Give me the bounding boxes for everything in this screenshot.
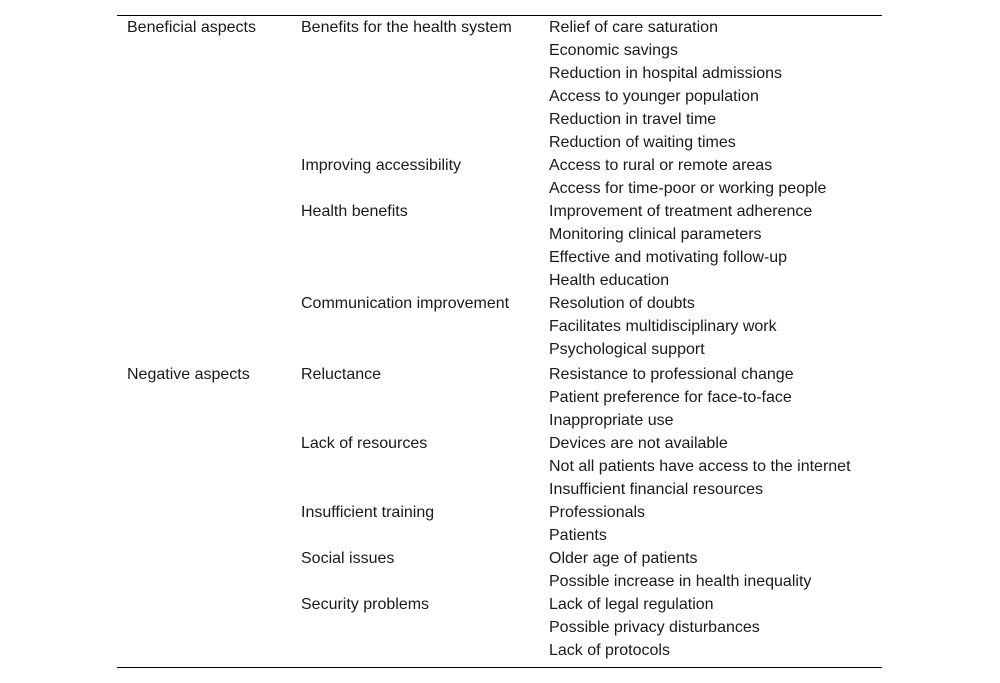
list-item: Psychological support <box>549 341 705 358</box>
list-item: Older age of patients <box>549 550 698 567</box>
item-list <box>549 154 826 200</box>
list-item: Resolution of doubts <box>549 295 695 312</box>
list-item: Monitoring clinical parameters <box>549 226 762 243</box>
list-item: Improvement of treatment adherence <box>549 203 813 220</box>
list-item: Reduction of waiting times <box>549 134 736 151</box>
list-item: Economic savings <box>549 42 678 59</box>
list-item: Possible increase in health inequality <box>549 573 812 590</box>
list-item: Devices are not available <box>549 435 728 452</box>
list-item: Reduction in hospital admissions <box>549 65 783 82</box>
list-item: Lack of legal regulation <box>549 596 714 613</box>
subcategory-label: Benefits for the health system <box>301 19 512 36</box>
list-item: Lack of protocols <box>549 642 670 659</box>
list-item: Patients <box>549 527 607 544</box>
subcategory-label: Insufficient training <box>301 504 435 521</box>
list-item: Reduction in travel time <box>549 111 717 128</box>
list-item: Effective and motivating follow-up <box>549 249 788 266</box>
item-list <box>549 200 812 292</box>
subcategory-label: Communication improvement <box>301 295 510 312</box>
group-label: Beneficial aspects <box>127 19 256 36</box>
item-list <box>549 292 777 361</box>
list-item: Not all patients have access to the internet <box>549 458 851 475</box>
list-item: Access to rural or remote areas <box>549 157 773 174</box>
subcategory-label: Lack of resources <box>301 435 428 452</box>
subcategory-label: Security problems <box>301 596 430 613</box>
list-item: Patient preference for face-to-face <box>549 389 792 406</box>
subcategory-label: Reluctance <box>301 366 382 383</box>
aspects-table <box>117 15 882 668</box>
list-item: Access for time-poor or working people <box>549 180 827 197</box>
group-label: Negative aspects <box>127 366 250 383</box>
item-list <box>549 16 782 154</box>
item-list <box>549 432 851 501</box>
subcategory-label: Health benefits <box>301 203 408 220</box>
list-item: Professionals <box>549 504 646 521</box>
list-item: Resistance to professional change <box>549 366 794 383</box>
list-item: Inappropriate use <box>549 412 674 429</box>
list-item: Facilitates multidisciplinary work <box>549 318 777 335</box>
list-item: Insufficient financial resources <box>549 481 764 498</box>
list-item: Health education <box>549 272 670 289</box>
subcategory-label: Social issues <box>301 550 395 567</box>
list-item: Access to younger population <box>549 88 759 105</box>
item-list <box>549 593 760 662</box>
item-list <box>549 363 794 432</box>
list-item: Relief of care saturation <box>549 19 718 36</box>
item-list <box>549 501 645 547</box>
item-list <box>549 547 811 593</box>
list-item: Possible privacy disturbances <box>549 619 760 636</box>
subcategory-label: Improving accessibility <box>301 157 462 174</box>
